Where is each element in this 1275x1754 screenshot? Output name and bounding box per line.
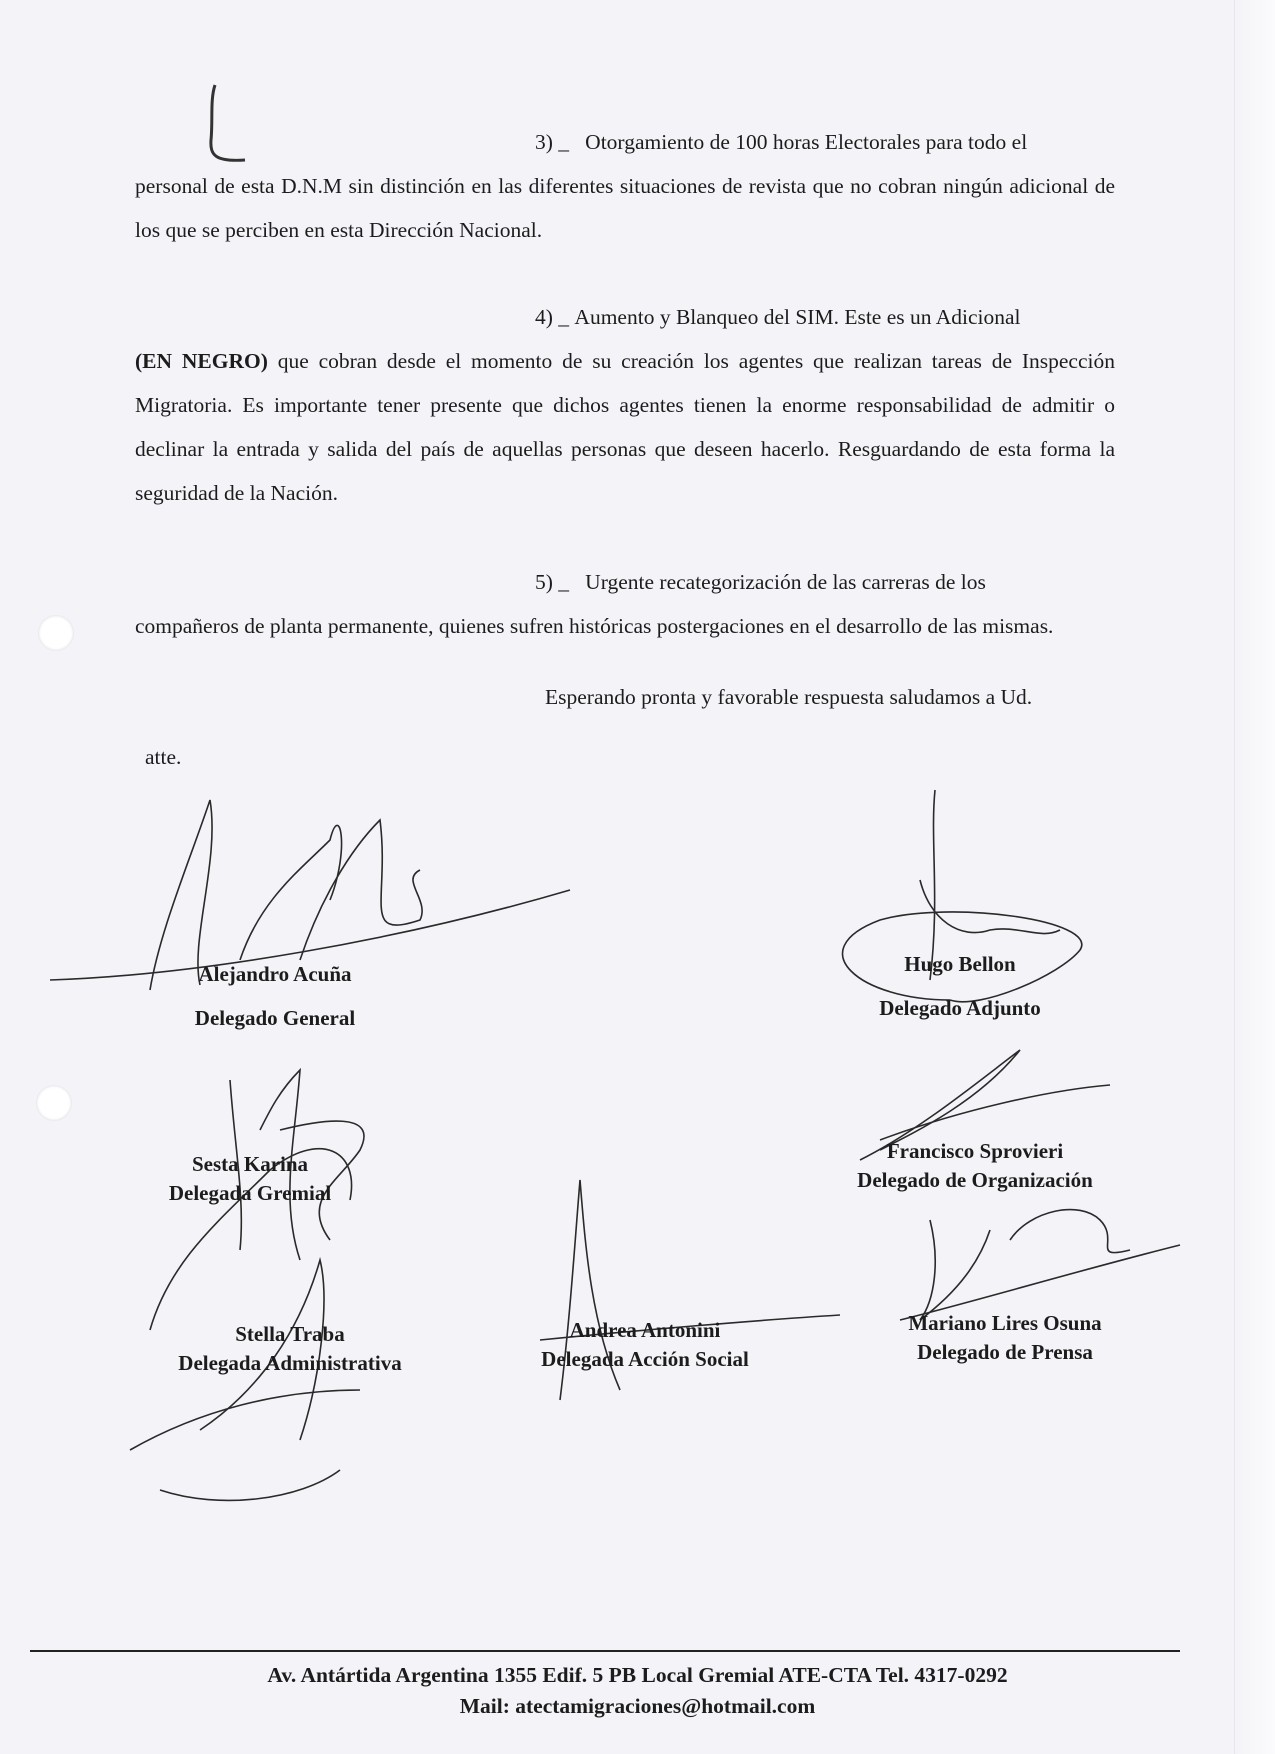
paragraph-text: que cobran desde el momento de su creación los agentes que realizan tareas de Inspección Migratoria. Es importante tener presente que dichos agentes tienen la enorme responsabilidad de admitir o declinar la entrada y salida del país de aquellas personas que deseen hacerlo. Resguardando de esta forma la seguridad de la Nación. [135, 349, 1115, 505]
paragraph-first-line: Otorgamiento de 100 horas Electorales para todo el [585, 130, 1028, 154]
signatory-role: Delegada Administrativa [178, 1351, 402, 1375]
signatory-role: Delegada Acción Social [541, 1347, 749, 1371]
signatory-name: Sesta Karina [191, 1152, 309, 1176]
signatory-name: Hugo Bellon [904, 952, 1016, 976]
signatory-name: Francisco Sprovieri [886, 1139, 1064, 1163]
signatory-name: Alejandro Acuña [198, 962, 352, 986]
footer-address: Av. Antártida Argentina 1355 Edif. 5 PB Local Gremial ATE-CTA Tel. 4317-0292 [267, 1663, 1008, 1687]
footer-mail: Mail: atectamigraciones@hotmail.com [459, 1694, 816, 1718]
signatory-karina [140, 1150, 360, 1208]
punch-hole [38, 615, 74, 651]
paragraph-first-line: Urgente recategorización de las carreras de los [585, 570, 986, 594]
signatory-osuna [880, 1309, 1130, 1367]
paragraph-bold-lead: (EN NEGRO) [135, 349, 268, 373]
signatory-bellon [850, 950, 1070, 1023]
paragraph-text: compañeros de planta permanente, quienes sufren históricas postergaciones en el desarrollo de las mismas. [135, 614, 1054, 638]
paragraph-number: 3) _ [535, 130, 570, 154]
paragraph-4 [135, 295, 1115, 515]
paragraph-number: 4) _ [535, 305, 570, 329]
signatory-name: Andrea Antonini [569, 1318, 721, 1342]
paragraph-5 [135, 560, 1115, 648]
signatory-role: Delegado de Organización [857, 1168, 1093, 1192]
paragraph-number: 5) _ [535, 570, 570, 594]
paragraph-first-line: Aumento y Blanqueo del SIM. Este es un Adicional [574, 305, 1021, 329]
signatory-sprovieri [830, 1137, 1120, 1195]
paragraph-3 [135, 120, 1115, 252]
signatory-role: Delegado de Prensa [917, 1340, 1093, 1364]
punch-hole [36, 1085, 72, 1121]
footer [0, 1660, 1275, 1722]
signatory-acuna [150, 960, 400, 1033]
page-edge [1234, 0, 1275, 1754]
footer-divider [30, 1650, 1180, 1652]
closing-line: Esperando pronta y favorable respuesta saludamos a Ud. [545, 685, 1033, 709]
signatory-traba [145, 1320, 435, 1378]
paragraph-text: personal de esta D.N.M sin distinción en las diferentes situaciones de revista que no cobran ningún adicional de los que se perciben en esta Dirección Nacional. [135, 174, 1115, 242]
signatory-name: Stella Traba [235, 1322, 345, 1346]
signatory-role: Delegado Adjunto [879, 996, 1041, 1020]
signatory-role: Delegada Gremial [168, 1181, 332, 1205]
atte-line: atte. [145, 745, 182, 769]
signatory-role: Delegado General [194, 1006, 356, 1030]
signatory-antonini [515, 1316, 775, 1374]
signatory-name: Mariano Lires Osuna [908, 1311, 1102, 1335]
